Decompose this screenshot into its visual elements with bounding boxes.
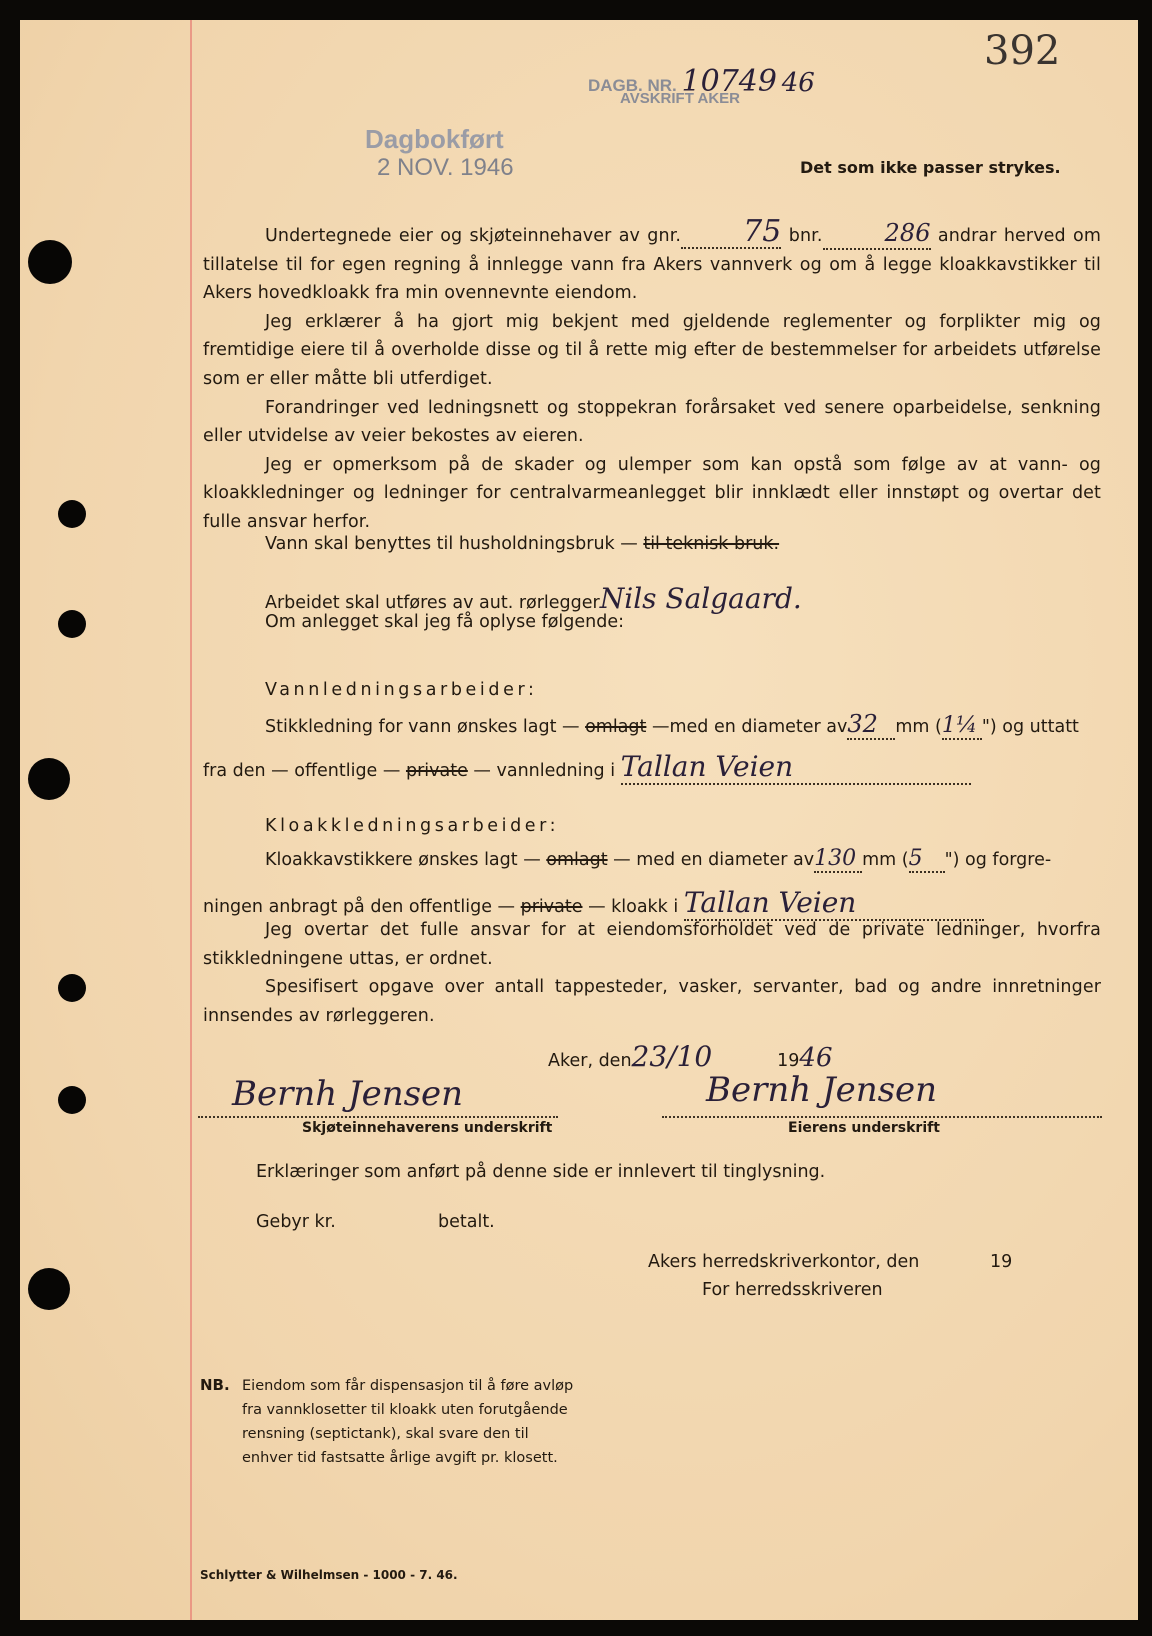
usage-text: Vann skal benyttes til husholdningsbruk — [265,534,638,554]
water-line-1 [265,710,1079,740]
plumber-line [265,582,802,615]
water-mm: 32 [847,710,895,740]
punch-hole [58,610,86,638]
plumber-name: Nils Salgaard. [599,582,802,615]
paragraph-changes: Forandringer ved ledningsnett og stoppekran forårsaket ved senere oparbeidelse, senkning eller utvidelse av veier bekostes av eieren. [203,397,1101,447]
office-year: 19 [990,1252,1013,1272]
punch-hole [28,1268,70,1310]
sewer-l1-d: ") og forgre- [944,850,1052,870]
paragraph-damages: Jeg er opmerksom på de skader og ulemper som kan opstå som følge av at vann- og kloakkledninger og ledninger for centralvarmeanlegget blir innklædt eller innstøpt og overtar det fulle ansvar herfor. [203,454,1101,532]
paragraph-specification: Spesifisert opgave over antall tappesteder, vasker, servanter, bad og andre innretninger innsendes av rørleggeren. [203,977,1101,1026]
water-inch: 1¼ [942,713,982,740]
printer-imprint: Schlytter & Wilhelmsen - 1000 - 7. 46. [200,1568,458,1582]
nb-text: Eiendom som får dispensasjon til å føre avløp fra vannklosetter til kloakk uten forutgående rensning (septictank), skal svare den til enhver tid fastsatte årlige avgift pr. klosett. [242,1378,574,1466]
sewer-l1-c: mm ( [862,850,909,870]
closing-paragraphs [203,916,1101,1030]
sewer-line-1 [265,846,1051,873]
sewer-inch: 5 [909,846,945,873]
date-year: 46 [799,1043,833,1073]
left-signature-line [198,1116,558,1118]
date-year-prefix: 19 [777,1051,800,1071]
water-l1-struck: omlagt [585,717,647,737]
date-place: Aker, den [548,1051,632,1071]
sewer-mm: 130 [814,846,862,873]
sewer-street: Tallan Veien [684,886,984,921]
sewer-l2-a: ningen anbragt på den offentlige — [203,897,516,917]
water-l1-a: Stikkledning for vann ønskes lagt — [265,717,580,737]
water-line-2 [203,750,971,785]
office-line-2: For herredsskriveren [702,1280,883,1300]
dagb-label: DAGB. NR. [588,76,677,95]
right-signature-label: Eierens underskrift [788,1120,940,1136]
sewer-l1-b: — med en diameter av [613,850,815,870]
paragraph-application [203,214,1101,308]
fee-paid: betalt. [438,1212,495,1232]
water-l1-c: mm ( [895,717,942,737]
sewer-l1-a: Kloakkavstikkere ønskes lagt — [265,850,541,870]
punch-hole [28,240,72,284]
registration-line: Erklæringer som anført på denne side er innlevert til tinglysning. [256,1162,826,1182]
water-l1-d: ") og uttatt [981,717,1079,737]
bnr-value: 286 [823,219,931,250]
dagbokfort-date: 2 NOV. 1946 [377,154,514,181]
document-page [20,20,1138,1620]
sewer-l1-struck: omlagt [546,850,608,870]
sewer-heading: Kloakkledningsarbeider: [265,816,560,836]
usage-struck: til teknisk bruk. [643,534,780,554]
fee-label: Gebyr kr. [256,1212,336,1232]
sewer-l2-struck: private [520,897,583,917]
page-number: 392 [984,28,1061,74]
p1-pre: Undertegnede eier og skjøteinnehaver av gnr. [265,226,682,246]
dagbokfort-stamp: Dagbokført [365,124,504,154]
right-signature: Bernh Jensen [706,1070,938,1110]
date-value: 23/10 [631,1040,713,1073]
gnr-value: 75 [681,218,781,249]
paragraph-regulations: Jeg erklærer å ha gjort mig bekjent med gjeldende reglementer og forplikter mig og fremtidige eiere til å overholde disse og til å rette mig efter de bestemmelser for arbeidets utførelse som er eller måtte bli utferdiget. [203,311,1101,389]
p1-post: andrar herved om tillatelse til for egen regning å innlegge vann fra Akers vannverk og om å legge kloakkavstikker til Akers hovedkloakk fra min ovennevnte eiendom. [203,226,1101,304]
info-line: Om anlegget skal jeg få oplyse følgende: [265,612,625,632]
water-heading: Vannledningsarbeider: [265,680,538,700]
nb-label: NB. [200,1376,230,1394]
dagb-number: 10749 [681,64,777,99]
dagb-year: 46 [781,68,815,98]
p1-mid: bnr. [788,226,823,246]
punch-hole [58,974,86,1002]
left-signature: Bernh Jensen [232,1074,464,1114]
right-signature-line [662,1116,1102,1118]
office-line-1: Akers herredskriverkontor, den [648,1252,920,1272]
water-l2-struck: private [405,761,468,781]
sewer-l2-b: — kloakk i [588,897,679,917]
main-declaration [203,214,1101,537]
left-signature-label: Skjøteinnehaverens underskrift [302,1120,553,1136]
punch-hole [58,500,86,528]
water-l1-b: —med en diameter av [651,717,848,737]
margin-rule [190,20,192,1620]
date-line [548,1040,833,1073]
water-l2-a: fra den — offentlige — [203,761,401,781]
punch-hole [58,1086,86,1114]
avskrift-stamp: AVSKRIFT AKER [620,90,740,107]
water-street: Tallan Veien [621,750,971,785]
plumber-label: Arbeidet skal utføres av aut. rørlegger [265,593,600,613]
usage-line [265,534,779,554]
strike-note: Det som ikke passer strykes. [800,158,1061,177]
punch-hole [28,758,70,800]
paragraph-responsibility: Jeg overtar det fulle ansvar for at eiendomsforholdet ved de private ledninger, hvorfra stikkledningene uttas, er ordnet. [203,920,1101,969]
water-l2-b: — vannledning i [473,761,616,781]
